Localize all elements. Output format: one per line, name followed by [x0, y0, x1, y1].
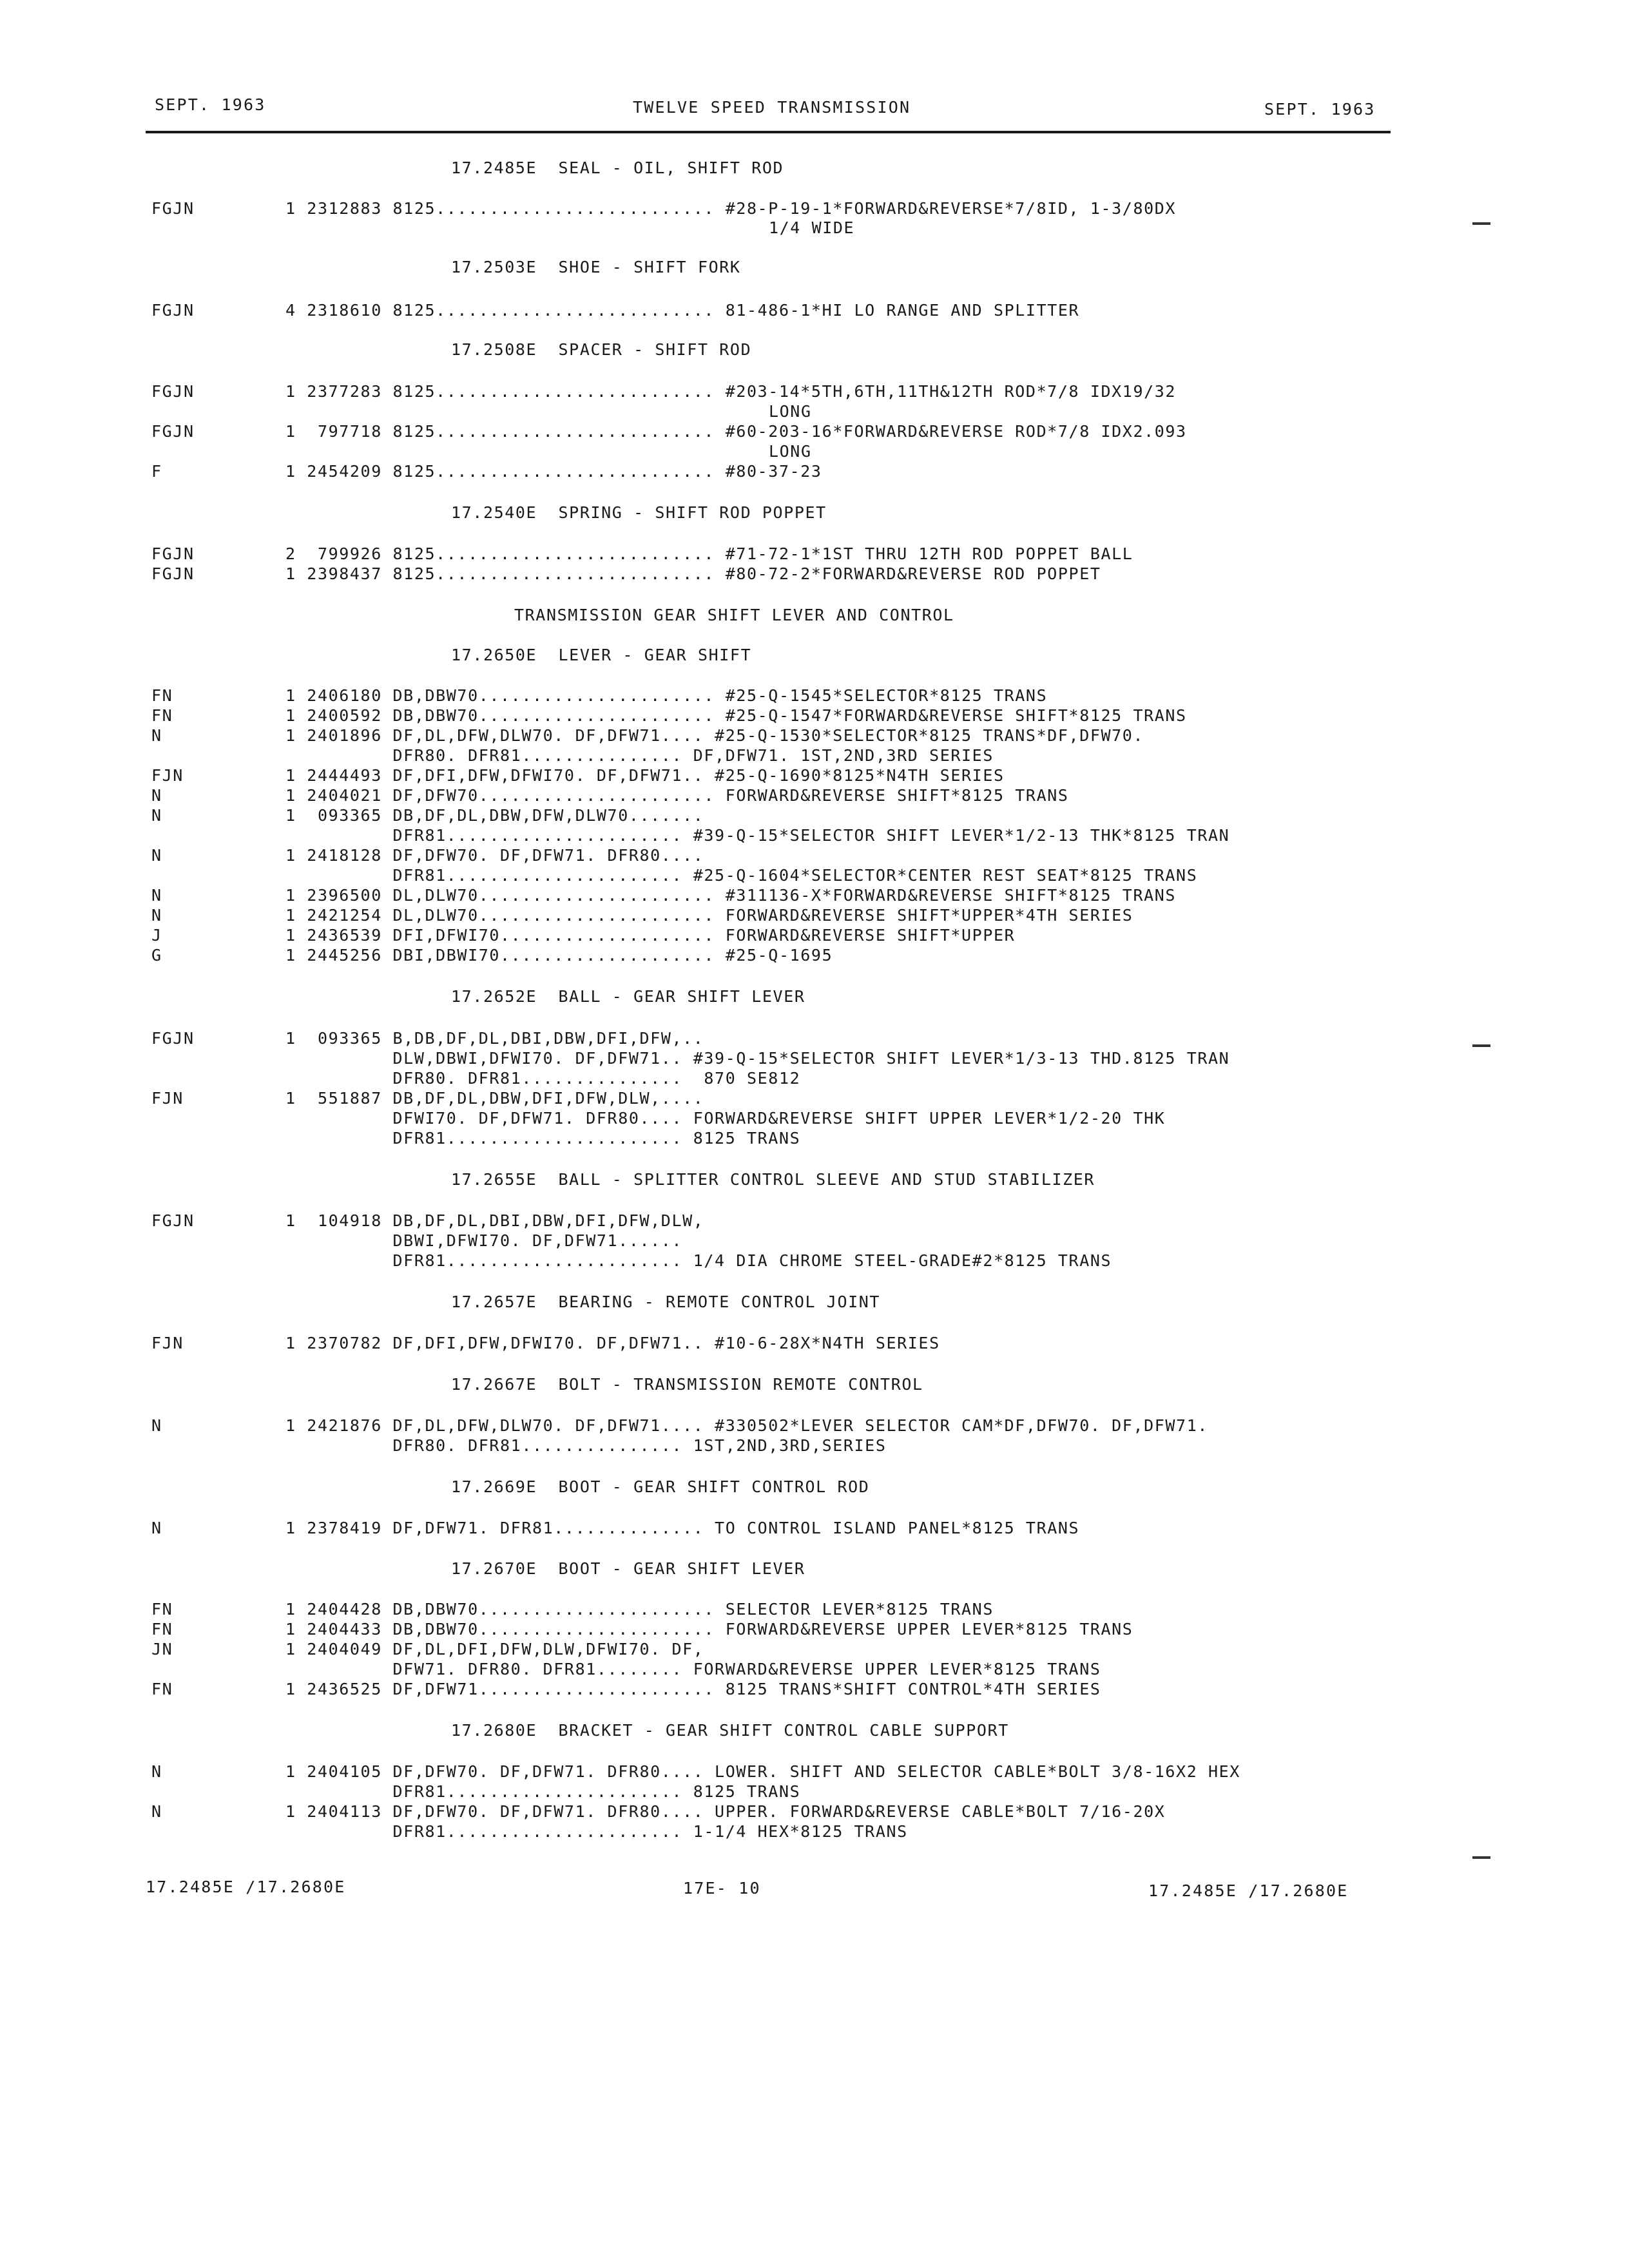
header-right: SEPT. 1963	[1264, 100, 1376, 119]
listing-line: 1 2370782 DF,DFI,DFW,DFWI70. DF,DFW71.. #10-6-28X*N4TH SERIES	[285, 1334, 940, 1352]
header-center: TWELVE SPEED TRANSMISSION	[633, 98, 911, 117]
listing-line: FJN	[151, 1089, 184, 1108]
listing-line: FN	[151, 706, 173, 725]
listing-line: 17.2650E LEVER - GEAR SHIFT	[451, 646, 752, 664]
listing-line: 2 799926 8125.......................... #71-72-1*1ST THRU 12TH ROD POPPET BALL	[285, 544, 1133, 563]
listing-line: 17.2508E SPACER - SHIFT ROD	[451, 340, 752, 359]
footer-page-number: 17E- 10	[683, 1879, 761, 1898]
listing-line: JN	[151, 1640, 173, 1658]
listing-line: J	[151, 926, 162, 945]
listing-line: 17.2667E BOLT - TRANSMISSION REMOTE CONTROL	[451, 1375, 923, 1394]
listing-line: 1 2312883 8125.......................... #28-P-19-1*FORWARD&REVERSE*7/8ID, 1-3/80DX	[285, 199, 1177, 218]
listing-line: DFWI70. DF,DFW71. DFR80.... FORWARD&REVERSE SHIFT UPPER LEVER*1/2-20 THK	[285, 1109, 1166, 1128]
listing-line: 1 551887 DB,DF,DL,DBW,DFI,DFW,DLW,....	[285, 1089, 704, 1108]
listing-line: 1 2436525 DF,DFW71...................... 8125 TRANS*SHIFT CONTROL*4TH SERIES	[285, 1680, 1101, 1698]
header-rule	[146, 131, 1391, 133]
listing-line: N	[151, 1519, 162, 1537]
listing-line: LONG	[769, 442, 812, 461]
listing-line: N	[151, 886, 162, 905]
listing-line: DFR81...................... 1/4 DIA CHROME STEEL-GRADE#2*8125 TRANS	[285, 1251, 1112, 1270]
listing-line: 1 2421254 DL,DLW70...................... FORWARD&REVERSE SHIFT*UPPER*4TH SERIES	[285, 906, 1133, 925]
listing-line: 1 2377283 8125.......................... #203-14*5TH,6TH,11TH&12TH ROD*7/8 IDX19/32	[285, 382, 1177, 401]
listing-line: 17.2669E BOOT - GEAR SHIFT CONTROL ROD	[451, 1477, 870, 1496]
listing-line: 1 2396500 DL,DLW70...................... #311136-X*FORWARD&REVERSE SHIFT*8125 TRANS	[285, 886, 1177, 905]
listing-line: DFW71. DFR80. DFR81........ FORWARD&REVERSE UPPER LEVER*8125 TRANS	[285, 1660, 1101, 1678]
listing-line: DFR81...................... 8125 TRANS	[285, 1129, 801, 1148]
listing-line: 17.2680E BRACKET - GEAR SHIFT CONTROL CABLE SUPPORT	[451, 1721, 1009, 1740]
listing-line: FN	[151, 686, 173, 705]
listing-line: G	[151, 946, 162, 965]
listing-line: DFR81...................... 1-1/4 HEX*8125 TRANS	[285, 1822, 908, 1841]
listing-line: FJN	[151, 1334, 184, 1352]
listing-line: FGJN	[151, 199, 195, 218]
listing-line: FN	[151, 1620, 173, 1639]
listing-line: 1 104918 DB,DF,DL,DBI,DBW,DFI,DFW,DLW,	[285, 1211, 704, 1230]
listing-line: 1 2404021 DF,DFW70...................... FORWARD&REVERSE SHIFT*8125 TRANS	[285, 786, 1069, 805]
header-left: SEPT. 1963	[155, 95, 266, 114]
listing-line: 1 2404105 DF,DFW70. DF,DFW71. DFR80.... LOWER. SHIFT AND SELECTOR CABLE*BOLT 3/8-16X2 HEX	[285, 1762, 1240, 1781]
listing-line: 17.2652E BALL - GEAR SHIFT LEVER	[451, 987, 805, 1006]
margin-mark	[1472, 1044, 1490, 1047]
listing-line: 1 2444493 DF,DFI,DFW,DFWI70. DF,DFW71.. #25-Q-1690*8125*N4TH SERIES	[285, 766, 1005, 785]
listing-line: DFR80. DFR81............... 1ST,2ND,3RD,SERIES	[285, 1436, 887, 1455]
listing-line: N	[151, 726, 162, 745]
listing-line: 1 2404433 DB,DBW70...................... FORWARD&REVERSE UPPER LEVER*8125 TRANS	[285, 1620, 1133, 1639]
listing-line: TRANSMISSION GEAR SHIFT LEVER AND CONTROL	[514, 606, 954, 624]
listing-line: 1 093365 DB,DF,DL,DBW,DFW,DLW70.......	[285, 806, 704, 825]
listing-line: DBWI,DFWI70. DF,DFW71......	[285, 1231, 683, 1250]
listing-line: 1 2445256 DBI,DBWI70.................... #25-Q-1695	[285, 946, 833, 965]
listing-line: 1 2436539 DFI,DFWI70.................... FORWARD&REVERSE SHIFT*UPPER	[285, 926, 1016, 945]
listing-line: 1 2454209 8125.......................... #80-37-23	[285, 462, 822, 481]
listing-line: 1 2378419 DF,DFW71. DFR81.............. TO CONTROL ISLAND PANEL*8125 TRANS	[285, 1519, 1080, 1537]
listing-line: FGJN	[151, 382, 195, 401]
listing-line: N	[151, 846, 162, 865]
listing-line: 17.2655E BALL - SPLITTER CONTROL SLEEVE AND STUD STABILIZER	[451, 1170, 1095, 1189]
listing-line: 1 2404428 DB,DBW70...................... SELECTOR LEVER*8125 TRANS	[285, 1600, 994, 1619]
footer-left: 17.2485E /17.2680E	[146, 1878, 346, 1896]
listing-line: 4 2318610 8125.......................... 81-486-1*HI LO RANGE AND SPLITTER	[285, 301, 1080, 320]
margin-mark	[1472, 1856, 1490, 1859]
listing-line: 17.2540E SPRING - SHIFT ROD POPPET	[451, 503, 827, 522]
listing-line: 17.2670E BOOT - GEAR SHIFT LEVER	[451, 1559, 805, 1578]
listing-line: 1 2401896 DF,DL,DFW,DLW70. DF,DFW71.... #25-Q-1530*SELECTOR*8125 TRANS*DF,DFW70.	[285, 726, 1144, 745]
listing-line: N	[151, 806, 162, 825]
margin-mark	[1472, 222, 1490, 225]
listing-line: N	[151, 1802, 162, 1821]
listing-line: DFR81...................... 8125 TRANS	[285, 1782, 801, 1801]
listing-line: F	[151, 462, 162, 481]
listing-line: 1 2418128 DF,DFW70. DF,DFW71. DFR80....	[285, 846, 704, 865]
listing-line: FN	[151, 1680, 173, 1698]
listing-line: N	[151, 906, 162, 925]
listing-line: FGJN	[151, 1029, 195, 1048]
listing-line: DFR81...................... #39-Q-15*SELECTOR SHIFT LEVER*1/2-13 THK*8125 TRAN	[285, 826, 1230, 845]
listing-line: FGJN	[151, 544, 195, 563]
listing-line: N	[151, 1416, 162, 1435]
listing-line: 1 2421876 DF,DL,DFW,DLW70. DF,DFW71.... #330502*LEVER SELECTOR CAM*DF,DFW70. DF,DFW71.	[285, 1416, 1209, 1435]
listing-line: 17.2503E SHOE - SHIFT FORK	[451, 258, 741, 276]
listing-line: 17.2657E BEARING - REMOTE CONTROL JOINT	[451, 1293, 881, 1311]
listing-line: 1 797718 8125.......................... #60-203-16*FORWARD&REVERSE ROD*7/8 IDX2.093	[285, 422, 1187, 441]
listing-line: DLW,DBWI,DFWI70. DF,DFW71.. #39-Q-15*SELECTOR SHIFT LEVER*1/3-13 THD.8125 TRAN	[285, 1049, 1230, 1068]
listing-line: 1/4 WIDE	[769, 218, 855, 237]
listing-line: 1 2400592 DB,DBW70...................... #25-Q-1547*FORWARD&REVERSE SHIFT*8125 TRANS	[285, 706, 1187, 725]
listing-line: 1 2404113 DF,DFW70. DF,DFW71. DFR80.... UPPER. FORWARD&REVERSE CABLE*BOLT 7/16-20X	[285, 1802, 1166, 1821]
listing-line: FGJN	[151, 422, 195, 441]
listing-line: 1 2406180 DB,DBW70...................... #25-Q-1545*SELECTOR*8125 TRANS	[285, 686, 1048, 705]
listing-line: FJN	[151, 766, 184, 785]
footer-right: 17.2485E /17.2680E	[1148, 1881, 1349, 1900]
listing-line: 1 093365 B,DB,DF,DL,DBI,DBW,DFI,DFW,..	[285, 1029, 704, 1048]
listing-line: FGJN	[151, 1211, 195, 1230]
listing-line: LONG	[769, 402, 812, 421]
listing-line: N	[151, 1762, 162, 1781]
listing-line: 17.2485E SEAL - OIL, SHIFT ROD	[451, 159, 784, 177]
listing-line: 1 2404049 DF,DL,DFI,DFW,DLW,DFWI70. DF,	[285, 1640, 704, 1658]
listing-line: DFR80. DFR81............... DF,DFW71. 1ST,2ND,3RD SERIES	[285, 746, 994, 765]
listing-line: N	[151, 786, 162, 805]
listing-line: FGJN	[151, 564, 195, 583]
listing-line: FGJN	[151, 301, 195, 320]
listing-line: 1 2398437 8125.......................... #80-72-2*FORWARD&REVERSE ROD POPPET	[285, 564, 1101, 583]
listing-line: DFR81...................... #25-Q-1604*SELECTOR*CENTER REST SEAT*8125 TRANS	[285, 866, 1198, 885]
listing-line: FN	[151, 1600, 173, 1619]
listing-line: DFR80. DFR81............... 870 SE812	[285, 1069, 801, 1088]
